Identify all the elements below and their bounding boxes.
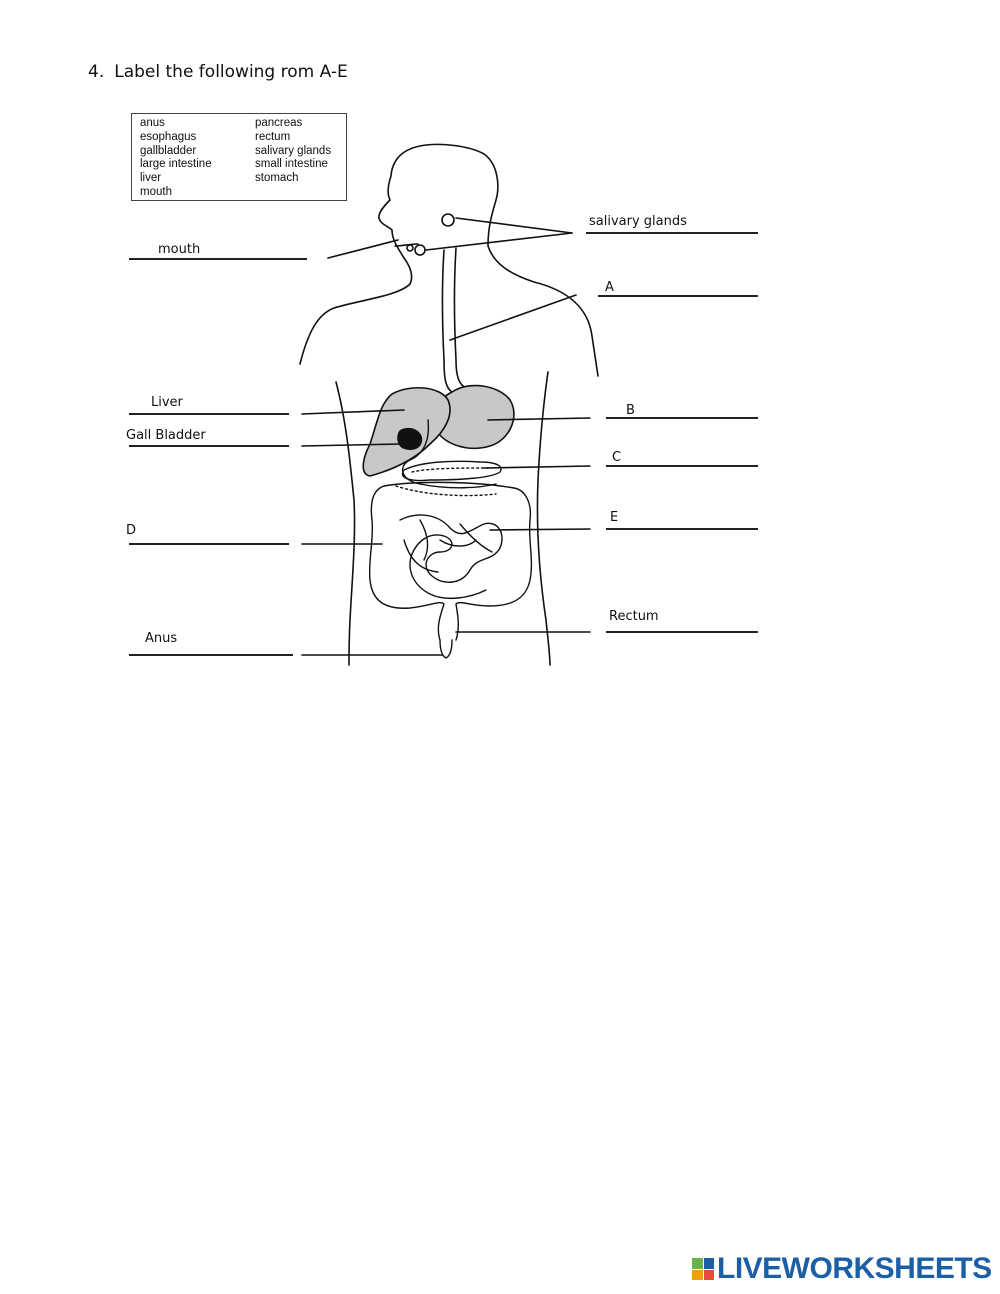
salivary-gland-upper: [442, 214, 454, 226]
question-number: 4.: [88, 62, 105, 82]
label-salivary-glands: salivary glands: [589, 214, 687, 229]
leader-salivary-2: [426, 233, 572, 250]
word-bank-item: large intestine: [140, 158, 212, 171]
answer-line-a[interactable]: [598, 295, 758, 297]
leader-salivary-1: [456, 218, 572, 233]
torso-left-outline: [336, 382, 355, 665]
word-bank-item: salivary glands: [255, 144, 332, 157]
label-gall-bladder: Gall Bladder: [126, 428, 206, 443]
label-d: D: [126, 523, 137, 538]
label-b: B: [626, 403, 635, 418]
answer-line-mouth[interactable]: [129, 258, 307, 260]
salivary-gland-lower-2: [407, 245, 413, 251]
word-bank-item: pancreas: [255, 117, 303, 129]
label-mouth: mouth: [158, 242, 201, 257]
liveworksheets-logo: [692, 1252, 992, 1286]
label-c: C: [612, 450, 622, 465]
label-e: E: [610, 510, 619, 525]
answer-line-gall-bladder[interactable]: [129, 445, 289, 447]
jaw-outline: [395, 244, 418, 246]
esophagus-right: [455, 248, 467, 388]
answer-line-anus[interactable]: [129, 654, 293, 656]
label-rectum: Rectum: [609, 609, 659, 624]
large-intestine-outer: [370, 486, 444, 640]
word-bank-item: liver: [140, 172, 162, 185]
logo-mark-icon: [692, 1258, 714, 1280]
leader-mouth: [328, 240, 398, 258]
answer-line-b[interactable]: [606, 417, 758, 419]
word-bank-item: rectum: [255, 130, 291, 143]
answer-line-c[interactable]: [606, 465, 758, 467]
right-shoulder-outline: [488, 246, 598, 376]
logo-text: LIVEWORKSHEETS: [717, 1252, 992, 1285]
large-intestine-outer-right: [456, 488, 531, 640]
label-a: A: [605, 280, 614, 295]
torso-right-outline: [537, 372, 550, 665]
answer-line-rectum[interactable]: [606, 631, 758, 633]
word-bank-item: small intestine: [255, 158, 328, 171]
label-anus: Anus: [145, 631, 178, 646]
answer-line-d[interactable]: [129, 543, 289, 545]
question-text: Label the following rom A-E: [114, 62, 348, 82]
word-bank-item: gallbladder: [140, 144, 197, 157]
small-intestine: [400, 515, 502, 598]
leader-e: [490, 529, 590, 530]
word-bank-item: esophagus: [140, 130, 197, 143]
left-shoulder-outline: [300, 258, 412, 364]
esophagus-left: [443, 250, 453, 392]
answer-line-salivary-glands[interactable]: [586, 232, 758, 234]
word-bank-item: stomach: [255, 172, 299, 185]
word-bank-item: anus: [140, 117, 165, 129]
answer-line-e[interactable]: [606, 528, 758, 530]
leader-a: [450, 295, 576, 340]
word-bank-item: mouth: [140, 185, 172, 198]
salivary-gland-lower-1: [415, 245, 425, 255]
label-liver: Liver: [151, 395, 183, 410]
pancreas-dots: [412, 468, 492, 472]
answer-line-liver[interactable]: [129, 413, 289, 415]
